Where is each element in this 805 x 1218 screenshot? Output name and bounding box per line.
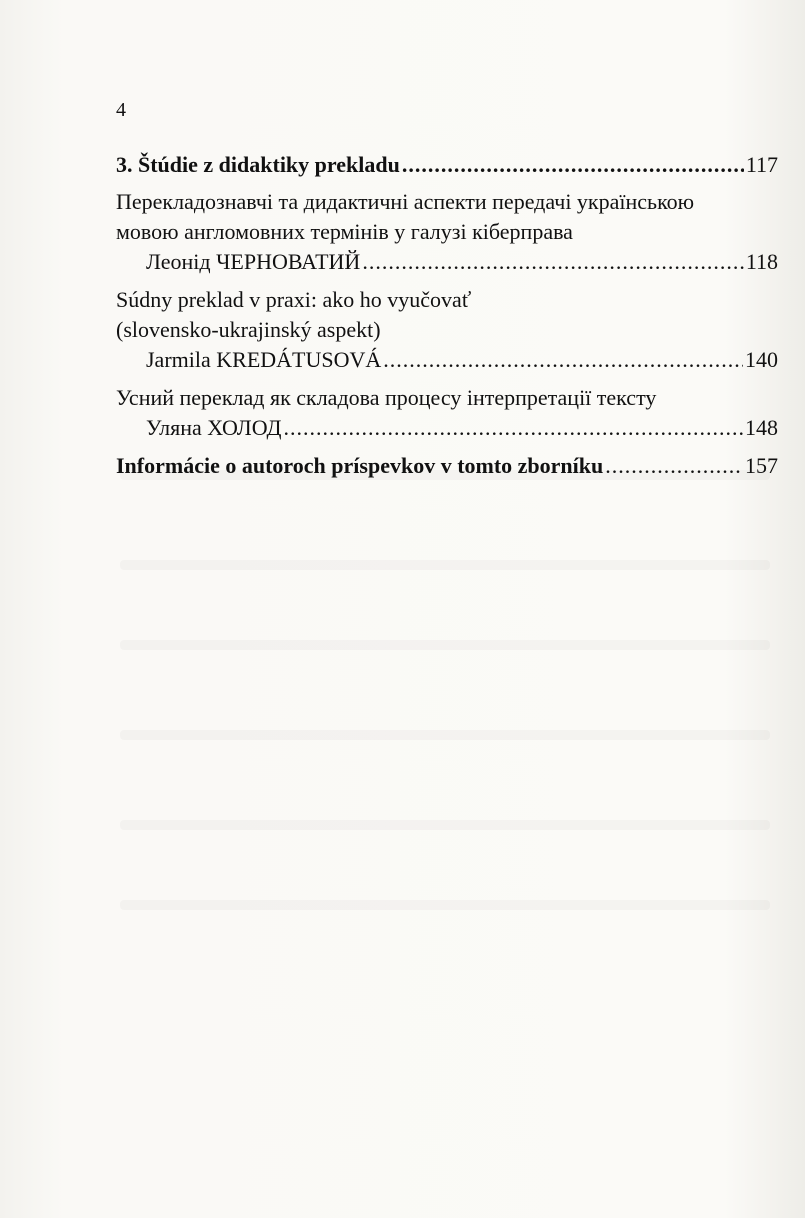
leader-dots bbox=[402, 150, 744, 180]
toc-section-heading[interactable] bbox=[116, 150, 778, 180]
show-through-mark bbox=[120, 730, 770, 740]
page-number: 4 bbox=[116, 99, 126, 121]
entry-title-line: Усний переклад як складова процесу інтерпретації тексту bbox=[116, 385, 657, 410]
leader-dots bbox=[362, 247, 743, 277]
leader-dots bbox=[383, 345, 743, 375]
toc-entry[interactable] bbox=[116, 187, 778, 277]
show-through-mark bbox=[120, 560, 770, 570]
show-through-mark bbox=[120, 900, 770, 910]
entry-page: 140 bbox=[745, 347, 778, 372]
section-title: 3. Štúdie z didaktiky prekladu bbox=[116, 152, 400, 177]
toc-entry[interactable] bbox=[116, 383, 778, 443]
entry-author: Леонід ЧЕРНОВАТИЙ bbox=[146, 249, 361, 274]
show-through-mark bbox=[120, 820, 770, 830]
entry-title-line: Súdny preklad v praxi: ako ho vyučovať bbox=[116, 287, 472, 312]
entry-title-line: Перекладознавчі та дидактичні аспекти передачі українською bbox=[116, 189, 695, 214]
entry-title-line: мовою англомовних термінів у галузі кіберправа bbox=[116, 219, 573, 244]
entry-author: Jarmila KREDÁTUSOVÁ bbox=[146, 347, 382, 372]
section-page: 117 bbox=[745, 152, 778, 177]
entry-page: 148 bbox=[745, 415, 778, 440]
authors-info-title: Informácie o autoroch príspevkov v tomto zborníku bbox=[116, 453, 604, 478]
entry-page: 118 bbox=[745, 249, 778, 274]
toc-entry[interactable] bbox=[116, 285, 778, 375]
entry-title-line: (slovensko-ukrajinský aspekt) bbox=[116, 317, 381, 342]
authors-info-page: 157 bbox=[745, 453, 778, 478]
leader-dots bbox=[605, 451, 743, 481]
show-through-mark bbox=[120, 640, 770, 650]
leader-dots bbox=[284, 413, 743, 443]
toc-authors-info[interactable] bbox=[116, 451, 778, 481]
table-of-contents bbox=[116, 150, 778, 481]
entry-author: Уляна ХОЛОД bbox=[146, 415, 282, 440]
